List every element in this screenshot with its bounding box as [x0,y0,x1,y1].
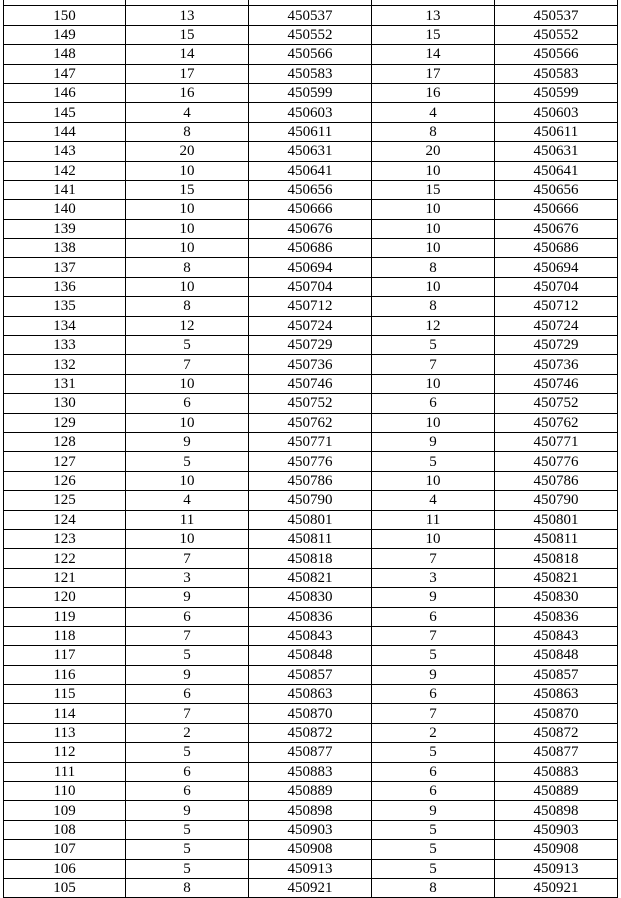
count-cell-2: 10 [372,239,495,258]
cumulative-cell-2: 450790 [495,491,618,510]
count-cell: 10 [126,239,249,258]
count-cell-2: 5 [372,646,495,665]
cumulative-cell-2: 450821 [495,568,618,587]
table-row [4,25,618,44]
score-cell: 131 [4,374,126,393]
table-row [4,529,618,548]
cumulative-cell: 450863 [249,685,372,704]
count-cell-2: 7 [372,355,495,374]
count-cell: 9 [126,432,249,451]
table-row [4,180,618,199]
score-cell: 105 [4,878,126,897]
count-cell: 10 [126,219,249,238]
score-cell: 141 [4,180,126,199]
table-row [4,394,618,413]
table-row [4,568,618,587]
cumulative-cell-2: 450801 [495,510,618,529]
count-cell: 6 [126,685,249,704]
score-cell: 113 [4,723,126,742]
score-cell: 112 [4,743,126,762]
cumulative-cell: 450736 [249,355,372,374]
cumulative-cell-2: 450908 [495,840,618,859]
count-cell: 6 [126,782,249,801]
cumulative-cell-2: 450552 [495,25,618,44]
cumulative-cell: 450830 [249,588,372,607]
cumulative-cell-2: 450843 [495,626,618,645]
count-cell: 10 [126,413,249,432]
cumulative-cell: 450771 [249,432,372,451]
count-cell-2: 14 [372,45,495,64]
count-cell: 7 [126,626,249,645]
count-cell-2: 15 [372,180,495,199]
count-cell-2: 6 [372,762,495,781]
score-cell: 136 [4,277,126,296]
count-cell: 10 [126,161,249,180]
count-cell-2: 17 [372,64,495,83]
count-cell-2: 5 [372,840,495,859]
cumulative-cell-2: 450913 [495,859,618,878]
cumulative-cell: 450656 [249,180,372,199]
count-cell: 13 [126,6,249,25]
score-cell: 124 [4,510,126,529]
table-row [4,200,618,219]
score-cell: 148 [4,45,126,64]
count-cell: 2 [126,723,249,742]
table-row [4,142,618,161]
table-row [4,762,618,781]
score-cell: 144 [4,122,126,141]
count-cell-2: 10 [372,471,495,490]
cumulative-cell: 450836 [249,607,372,626]
cumulative-cell-2: 450872 [495,723,618,742]
table-row [4,374,618,393]
score-cell: 127 [4,452,126,471]
cumulative-cell: 450686 [249,239,372,258]
cumulative-cell: 450566 [249,45,372,64]
cumulative-cell: 450694 [249,258,372,277]
table-row [4,355,618,374]
count-cell-2: 8 [372,122,495,141]
cumulative-cell: 450870 [249,704,372,723]
count-cell-2: 6 [372,394,495,413]
cumulative-cell-2: 450641 [495,161,618,180]
cumulative-cell: 450848 [249,646,372,665]
cumulative-cell-2: 450599 [495,83,618,102]
count-cell: 14 [126,45,249,64]
cumulative-cell: 450762 [249,413,372,432]
table-row [4,704,618,723]
count-cell-2: 10 [372,374,495,393]
table-row [4,258,618,277]
cumulative-cell-2: 450694 [495,258,618,277]
cumulative-cell-2: 450666 [495,200,618,219]
score-cell: 140 [4,200,126,219]
count-cell: 15 [126,25,249,44]
count-cell: 10 [126,529,249,548]
cumulative-cell-2: 450712 [495,297,618,316]
table-row [4,859,618,878]
score-cell: 118 [4,626,126,645]
cumulative-cell: 450537 [249,6,372,25]
count-cell: 20 [126,142,249,161]
score-cell: 120 [4,588,126,607]
count-cell-2: 20 [372,142,495,161]
cumulative-cell: 450729 [249,336,372,355]
count-cell-2: 5 [372,336,495,355]
cumulative-cell: 450877 [249,743,372,762]
score-cell: 125 [4,491,126,510]
table-row [4,413,618,432]
count-cell-2: 10 [372,413,495,432]
score-distribution-table [3,0,618,898]
count-cell-2: 6 [372,685,495,704]
count-cell: 7 [126,704,249,723]
count-cell: 7 [126,355,249,374]
count-cell: 5 [126,336,249,355]
cumulative-cell: 450776 [249,452,372,471]
score-cell: 145 [4,103,126,122]
count-cell-2: 10 [372,529,495,548]
cumulative-cell: 450898 [249,801,372,820]
cumulative-cell: 450790 [249,491,372,510]
table-row [4,646,618,665]
cumulative-cell-2: 450583 [495,64,618,83]
cumulative-cell-2: 450611 [495,122,618,141]
count-cell-2: 7 [372,626,495,645]
cumulative-cell: 450913 [249,859,372,878]
score-cell: 106 [4,859,126,878]
count-cell-2: 9 [372,588,495,607]
count-cell: 6 [126,762,249,781]
count-cell-2: 3 [372,568,495,587]
table-row [4,743,618,762]
count-cell: 3 [126,568,249,587]
table-row [4,103,618,122]
score-cell: 108 [4,820,126,839]
count-cell-2: 9 [372,801,495,820]
cumulative-cell-2: 450870 [495,704,618,723]
count-cell: 5 [126,820,249,839]
table-row [4,588,618,607]
count-cell: 5 [126,743,249,762]
count-cell-2: 2 [372,723,495,742]
cumulative-cell-2: 450771 [495,432,618,451]
score-cell: 133 [4,336,126,355]
score-cell: 117 [4,646,126,665]
table-row [4,316,618,335]
cumulative-cell-2: 450921 [495,878,618,897]
score-cell: 129 [4,413,126,432]
table-row [4,6,618,25]
table-row [4,471,618,490]
table-row [4,801,618,820]
table-row [4,820,618,839]
count-cell-2: 8 [372,297,495,316]
score-cell: 143 [4,142,126,161]
cumulative-cell: 450857 [249,665,372,684]
count-cell-2: 15 [372,25,495,44]
table-row [4,878,618,897]
score-cell: 109 [4,801,126,820]
cumulative-cell-2: 450762 [495,413,618,432]
table-row [4,122,618,141]
count-cell-2: 4 [372,491,495,510]
cumulative-cell-2: 450656 [495,180,618,199]
count-cell: 10 [126,374,249,393]
score-cell: 138 [4,239,126,258]
count-cell: 6 [126,607,249,626]
cumulative-cell-2: 450676 [495,219,618,238]
cumulative-cell: 450752 [249,394,372,413]
table-row [4,64,618,83]
cumulative-cell-2: 450746 [495,374,618,393]
table-row [4,432,618,451]
score-cell: 122 [4,549,126,568]
score-cell: 146 [4,83,126,102]
table-row [4,685,618,704]
cumulative-cell-2: 450848 [495,646,618,665]
count-cell: 10 [126,471,249,490]
cumulative-cell-2: 450686 [495,239,618,258]
count-cell: 4 [126,103,249,122]
score-cell: 139 [4,219,126,238]
cumulative-cell-2: 450631 [495,142,618,161]
count-cell: 8 [126,258,249,277]
count-cell: 16 [126,83,249,102]
count-cell: 15 [126,180,249,199]
count-cell-2: 7 [372,704,495,723]
cumulative-cell: 450712 [249,297,372,316]
cumulative-cell: 450603 [249,103,372,122]
cumulative-cell: 450611 [249,122,372,141]
count-cell: 5 [126,840,249,859]
cumulative-cell: 450599 [249,83,372,102]
table-row [4,277,618,296]
table-row [4,161,618,180]
count-cell-2: 4 [372,103,495,122]
score-table-container [3,0,617,898]
count-cell-2: 5 [372,820,495,839]
cumulative-cell-2: 450877 [495,743,618,762]
cumulative-cell-2: 450857 [495,665,618,684]
score-cell: 121 [4,568,126,587]
cumulative-cell-2: 450786 [495,471,618,490]
cumulative-cell-2: 450566 [495,45,618,64]
table-row [4,782,618,801]
count-cell-2: 10 [372,219,495,238]
count-cell: 7 [126,549,249,568]
count-cell: 8 [126,878,249,897]
cumulative-cell-2: 450836 [495,607,618,626]
count-cell: 6 [126,394,249,413]
cumulative-cell: 450724 [249,316,372,335]
table-row [4,491,618,510]
count-cell-2: 7 [372,549,495,568]
table-row [4,239,618,258]
count-cell: 10 [126,277,249,296]
score-cell: 135 [4,297,126,316]
count-cell-2: 8 [372,878,495,897]
score-cell: 126 [4,471,126,490]
table-row [4,510,618,529]
cumulative-cell: 450908 [249,840,372,859]
score-cell: 142 [4,161,126,180]
count-cell-2: 9 [372,665,495,684]
table-row [4,723,618,742]
table-row [4,45,618,64]
cumulative-cell: 450746 [249,374,372,393]
count-cell: 10 [126,200,249,219]
cumulative-cell-2: 450776 [495,452,618,471]
score-cell: 132 [4,355,126,374]
table-row [4,83,618,102]
cumulative-cell: 450666 [249,200,372,219]
count-cell: 5 [126,452,249,471]
count-cell-2: 10 [372,200,495,219]
table-row [4,626,618,645]
cumulative-cell: 450872 [249,723,372,742]
table-row [4,297,618,316]
cumulative-cell: 450583 [249,64,372,83]
cumulative-cell-2: 450752 [495,394,618,413]
score-cell: 137 [4,258,126,277]
score-cell: 110 [4,782,126,801]
count-cell-2: 9 [372,432,495,451]
count-cell: 5 [126,646,249,665]
table-row [4,665,618,684]
count-cell: 4 [126,491,249,510]
cumulative-cell-2: 450903 [495,820,618,839]
cumulative-cell-2: 450883 [495,762,618,781]
score-cell: 111 [4,762,126,781]
count-cell-2: 5 [372,859,495,878]
cumulative-cell-2: 450537 [495,6,618,25]
score-cell: 115 [4,685,126,704]
count-cell: 9 [126,665,249,684]
cumulative-cell: 450818 [249,549,372,568]
table-row [4,607,618,626]
count-cell: 9 [126,588,249,607]
cumulative-cell: 450903 [249,820,372,839]
count-cell: 9 [126,801,249,820]
count-cell-2: 16 [372,83,495,102]
count-cell: 8 [126,297,249,316]
score-cell: 119 [4,607,126,626]
table-row [4,452,618,471]
count-cell-2: 12 [372,316,495,335]
cumulative-cell-2: 450830 [495,588,618,607]
score-cell: 130 [4,394,126,413]
count-cell: 5 [126,859,249,878]
count-cell-2: 13 [372,6,495,25]
count-cell-2: 6 [372,782,495,801]
count-cell: 11 [126,510,249,529]
score-cell: 114 [4,704,126,723]
cumulative-cell-2: 450704 [495,277,618,296]
count-cell: 8 [126,122,249,141]
count-cell-2: 8 [372,258,495,277]
cumulative-cell: 450811 [249,529,372,548]
cumulative-cell: 450889 [249,782,372,801]
cumulative-cell-2: 450811 [495,529,618,548]
cumulative-cell-2: 450863 [495,685,618,704]
score-cell: 149 [4,25,126,44]
count-cell-2: 10 [372,161,495,180]
cumulative-cell-2: 450724 [495,316,618,335]
count-cell-2: 5 [372,452,495,471]
table-row [4,549,618,568]
cumulative-cell: 450843 [249,626,372,645]
cumulative-cell: 450801 [249,510,372,529]
cumulative-cell: 450552 [249,25,372,44]
score-cell: 150 [4,6,126,25]
cumulative-cell: 450821 [249,568,372,587]
cumulative-cell: 450641 [249,161,372,180]
count-cell-2: 6 [372,607,495,626]
score-cell: 123 [4,529,126,548]
cumulative-cell: 450704 [249,277,372,296]
table-row [4,336,618,355]
cumulative-cell-2: 450736 [495,355,618,374]
count-cell: 17 [126,64,249,83]
cumulative-cell-2: 450889 [495,782,618,801]
count-cell-2: 10 [372,277,495,296]
cumulative-cell: 450676 [249,219,372,238]
count-cell: 12 [126,316,249,335]
cumulative-cell: 450883 [249,762,372,781]
table-row [4,219,618,238]
cumulative-cell-2: 450729 [495,336,618,355]
score-cell: 116 [4,665,126,684]
score-cell: 107 [4,840,126,859]
cumulative-cell: 450786 [249,471,372,490]
cumulative-cell: 450921 [249,878,372,897]
score-cell: 134 [4,316,126,335]
cumulative-cell-2: 450603 [495,103,618,122]
table-body [4,0,618,898]
score-cell: 147 [4,64,126,83]
cumulative-cell: 450631 [249,142,372,161]
count-cell-2: 11 [372,510,495,529]
count-cell-2: 5 [372,743,495,762]
cumulative-cell-2: 450818 [495,549,618,568]
cumulative-cell-2: 450898 [495,801,618,820]
score-cell: 128 [4,432,126,451]
table-row [4,840,618,859]
